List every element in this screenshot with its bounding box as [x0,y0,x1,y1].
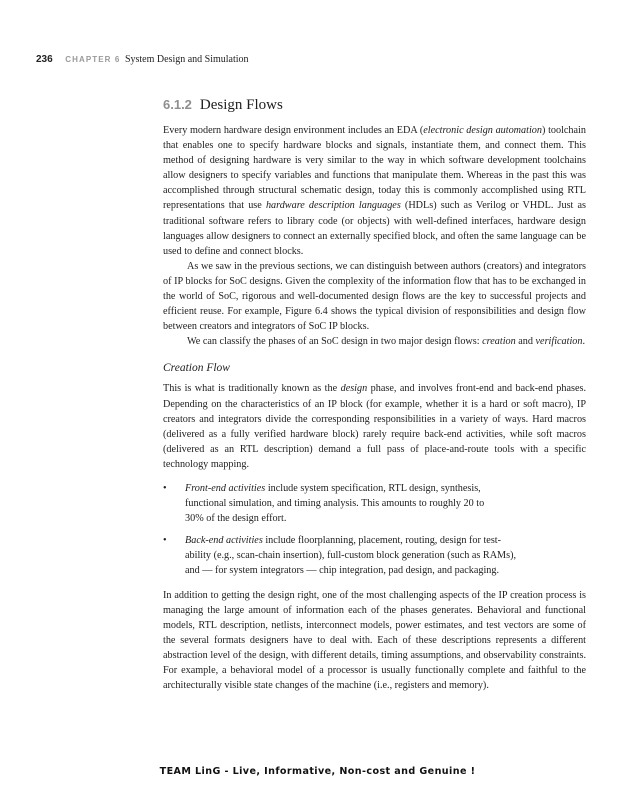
bullet-line [185,533,586,548]
text-run: phase, and involves front-end and back-end phases. Depending on the characteristics of an IP block (for example, whether it is a hard or soft macro), IP creators and integrators divide the corresponding responsibilities in a variety of ways. Hard macros (delivered as a fully verified hardware block) rarely require back-end activities, while soft macros (delivered as an RTL description) demand a full pass of place-and-route tools with a specific technology mapping. [163,383,586,470]
page-number: 236 [36,54,53,65]
paragraph-creators-integrators [163,259,586,334]
chapter-label: CHAPTER 6 [65,55,121,64]
paragraph-information-management [163,588,586,694]
text-run: include floorplanning, placement, routing, design for test- [262,535,502,547]
text-run: In addition to getting the design right, one of the most challenging aspects of the IP creation process is managing the large amount of information each of the phases generates. Behavioral and functional models, RTL description, netlists, interconnect models, power estimates, and test vectors are some of the several formats designers have to deal with. Each of these descriptions represents a different abstraction level of the design, with different details, timing assumptions, and observability constraints. For example, a behavioral model of a processor is usually functionally complete and faithful to the architecturally visible state changes of the machine (i.e., registers and memory). [163,589,586,692]
text-run: . [582,336,586,348]
text-run: and — for system integrators — chip integration, pad design, and packaging. [185,565,500,577]
section-number: 6.1.2 [163,97,192,112]
bullet-marker: • [163,482,167,494]
subsection-heading: Creation Flow [163,362,230,375]
text-run: (HDLs) such as Verilog or VHDL. Just as traditional software refers to library code (or objects) with well-defined interfaces, hardware design languages allow designers to connect an externally specified block, and often the same language can be used to define and connect blocks. [163,200,586,257]
text-run: ability (e.g., scan-chain insertion), full-custom block generation (such as RAMs), [185,550,517,562]
bullet-front-end [163,481,586,526]
bullet-line [185,481,586,496]
running-header [36,53,249,67]
section-heading [163,96,586,114]
bullet-line [185,511,586,526]
footer-watermark: TEAM LinG - Live, Informative, Non-cost and Genuine ! [159,766,476,777]
text-run: This is what is traditionally known as the [163,383,341,395]
bullet-line [185,496,586,511]
text-run: Every modern hardware design environment includes an EDA ( [163,125,424,136]
section-title: Design Flows [199,97,283,113]
paragraph-design-flows [163,334,586,349]
text-run: include system specification, RTL design, synthesis, [265,482,481,494]
chapter-title: System Design and Simulation [124,54,249,65]
italic-term: Front-end activities [185,482,266,494]
paragraph-eda-toolchain [163,123,586,259]
page-body [163,96,586,693]
activities-list [163,481,586,579]
italic-term: design [340,383,368,395]
text-run: ) toolchain that enables one to specify hardware blocks and signals, instantiate them, and connect them. This method of designing hardware is very similar to the way in which software development toolchains allow designers to specify variables and functions that manipulate them. Whereas in the past this was accomplished through structural schematic design, today this is commonly accomplished using RTL representations that use [163,125,586,212]
bullet-back-end [163,533,586,578]
bullet-line [185,548,586,563]
italic-term: Back-end activities [185,535,263,547]
text-run: and [515,336,536,348]
text-run: We can classify the phases of an SoC design in two major design flows: [187,336,483,348]
italic-term: hardware description languages [265,200,401,212]
bullet-line [185,563,586,578]
paragraph-creation-flow [163,381,586,472]
bullet-marker: • [163,535,167,547]
italic-term: verification [535,336,583,348]
text-run: As we saw in the previous sections, we can distinguish between authors (creators) and integrators of IP blocks for SoC designs. Given the complexity of the information flow that has to be exchanged in the world of SoC, rigorous and well-documented design flows are the key to successful projects and efficient reuse. For example, Figure 6.4 shows the typical division of responsibilities and design flow between creators and integrators of SoC IP blocks. [163,260,586,333]
italic-term: electronic design automation [423,125,542,136]
text-run: 30% of the design effort. [185,513,287,525]
italic-term: creation [482,336,516,348]
text-run: functional simulation, and timing analysis. This amounts to roughly 20 to [185,498,485,510]
